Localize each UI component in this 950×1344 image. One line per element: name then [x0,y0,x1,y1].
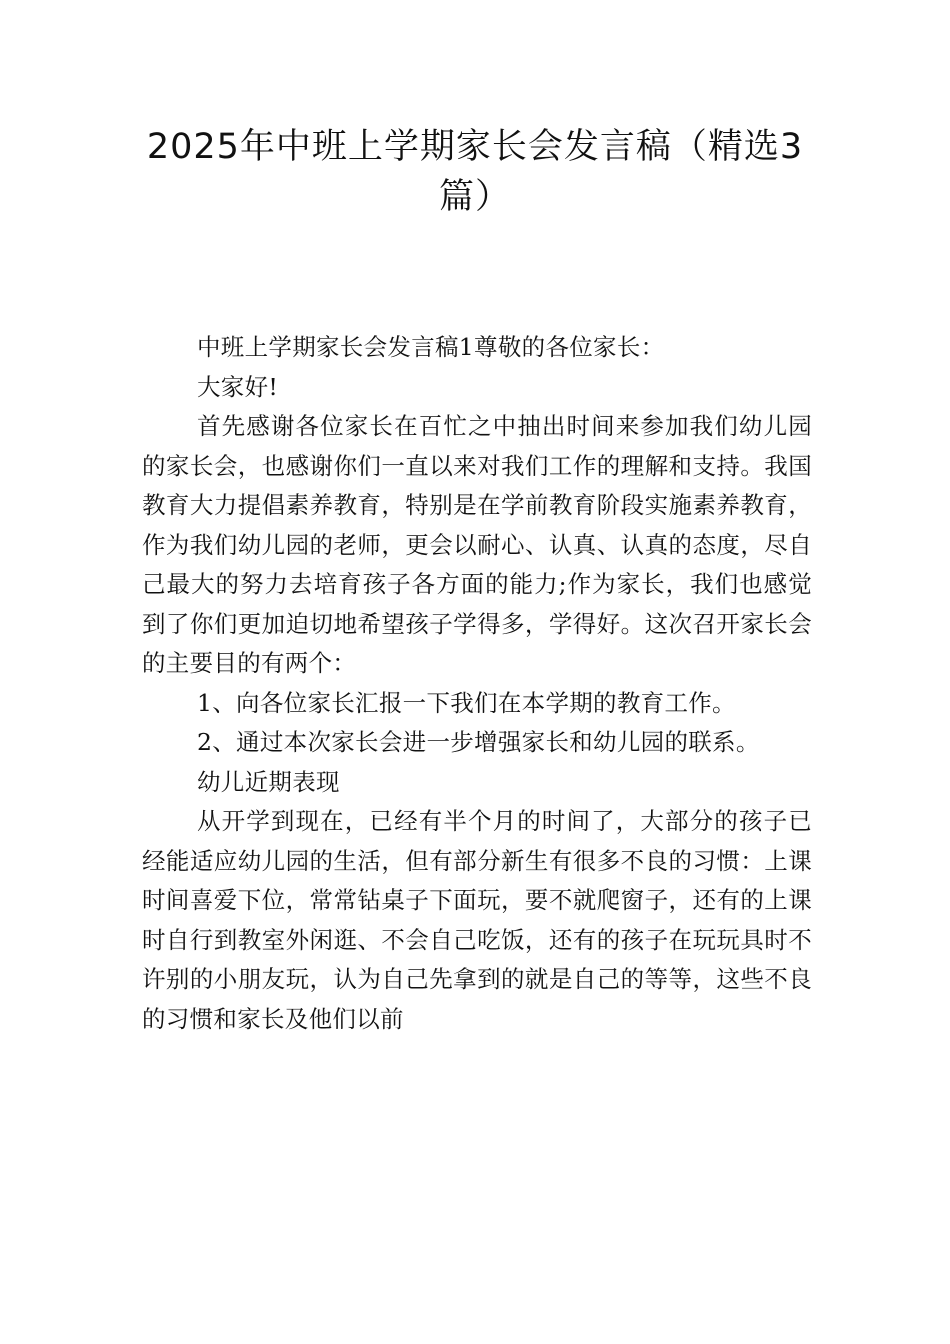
section-heading-recent-performance: 幼儿近期表现 [197,767,340,796]
document-title [120,122,830,222]
paragraph-introduction: 首先感谢各位家长在百忙之中抽出时间来参加我们幼儿园的家长会，也感谢你们一直以来对我们工作的理解和支持。我国教育大力提倡素养教育，特别是在学前教育阶段实施素养教育，作为我们幼儿园的老师，更会以耐心、认真、认真的态度，尽自己最大的努力去培育孩子各方面的能力;作为家长，我们也感觉到了你们更加迫切地希望孩子学得多，学得好。这次召开家长会的主要目的有两个： [142,412,812,677]
title-line-2: 篇） [438,177,511,217]
paragraph-recent-performance: 从开学到现在，已经有半个月的时间了，大部分的孩子已经能适应幼儿园的生活，但有部分新生有很多不良的习惯：上课时间喜爱下位，常常钻桌子下面玩，要不就爬窗子，还有的上课时自行到教室外闲逛、不会自己吃饭，还有的孩子在玩玩具时不许别的小朋友玩，认为自己先拿到的就是自己的等等，这些不良的习惯和家长及他们以前 [142,807,812,1033]
title-line-1: 2025年中班上学期家长会发言稿（精选3 [146,127,804,167]
document-body [142,328,812,1039]
paragraph-greeting: 大家好! [197,372,279,401]
paragraph-purpose-1: 1、向各位家长汇报一下我们在本学期的教育工作。 [197,688,736,717]
paragraph-salutation: 中班上学期家长会发言稿1尊敬的各位家长： [197,333,665,361]
paragraph-purpose-2: 2、通过本次家长会进一步增强家长和幼儿园的联系。 [197,728,760,756]
